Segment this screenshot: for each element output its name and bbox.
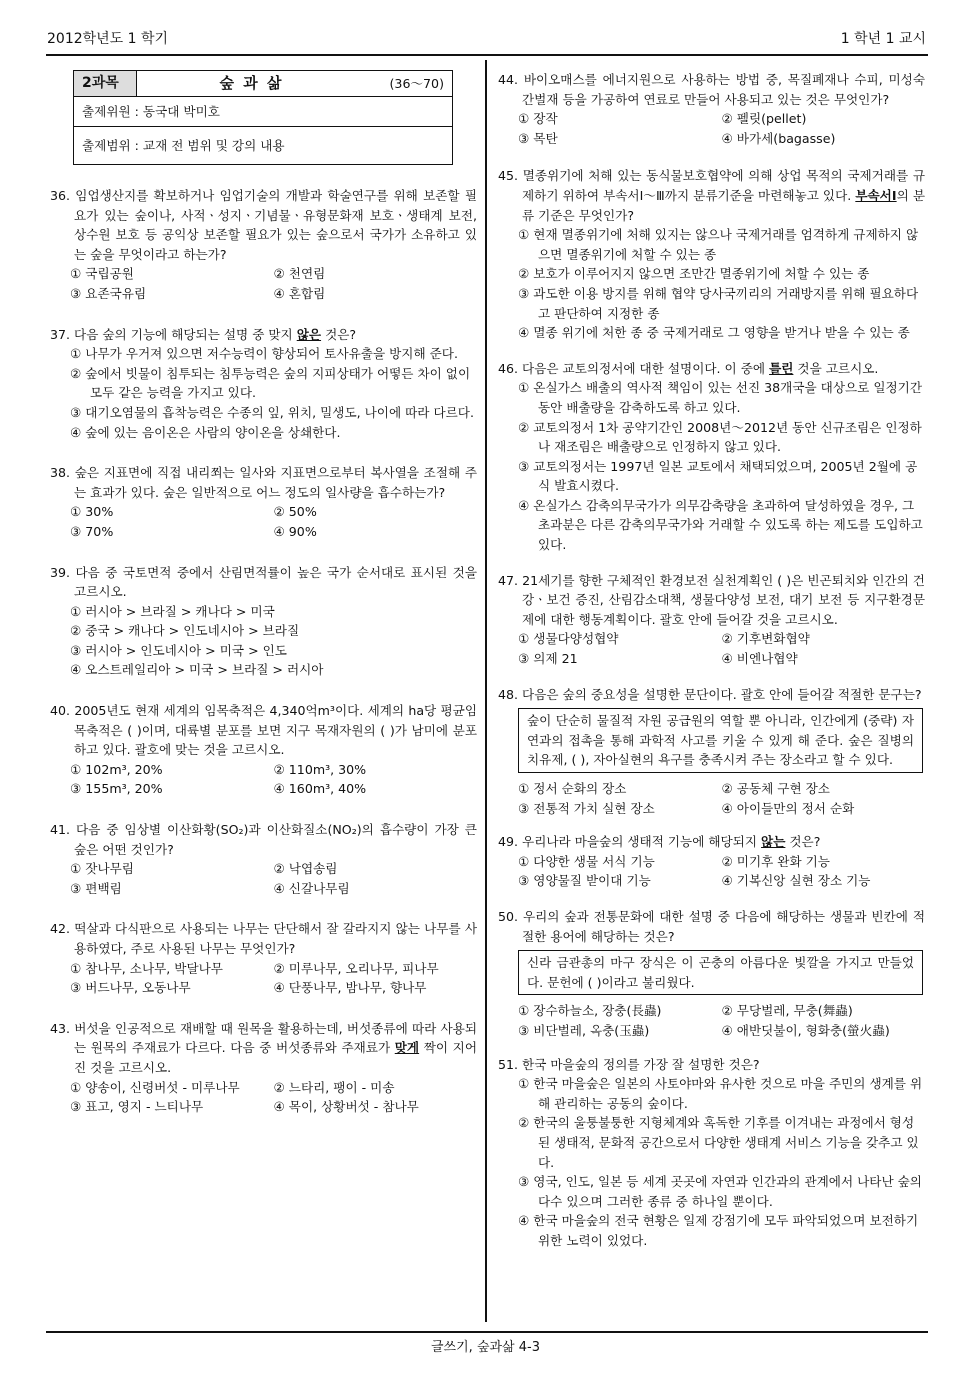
answer-option[interactable]: ① 나무가 우거져 있으면 저수능력이 향상되어 토사유출을 방지해 준다. (70, 346, 458, 362)
question-stem (498, 166, 925, 225)
question-number: 49. (498, 834, 519, 850)
question-50 (498, 907, 925, 1041)
column-divider (485, 60, 487, 1322)
answer-option[interactable]: ② 미기후 완화 기능 (721, 853, 830, 869)
question-stem (498, 571, 925, 630)
answer-option[interactable]: ③ 비단벌레, 옥충(玉蟲) (518, 1022, 650, 1038)
question-text: 우리의 숲과 전통문화에 대한 설명 중 다음에 해당하는 생물과 빈칸에 적절한 용어에 해당하는 것은? (522, 908, 925, 944)
question-text: 것은? (785, 834, 821, 850)
answer-option[interactable]: ② 기후변화협약 (721, 631, 810, 647)
answer-option[interactable]: ④ 기복신앙 실현 장소 기능 (721, 873, 871, 889)
question-number: 41. (50, 822, 71, 838)
header-right: 1 학년 1 교시 (840, 31, 926, 47)
question-38 (50, 463, 477, 541)
answer-option[interactable]: ① 다양한 생물 서식 기능 (518, 853, 655, 869)
question-number: 39. (50, 564, 71, 580)
question-text: 다음 중 임상별 이산화황(SO₂)과 이산화질소(NO₂)의 흡수량이 가장 큰 숲은 어떤 것인가? (74, 822, 477, 857)
answer-option[interactable]: ④ 바가세(bagasse) (721, 130, 836, 146)
question-number: 37. (50, 326, 71, 342)
answer-option[interactable]: ② 한국의 울퉁불퉁한 지형체계와 혹독한 기후를 이겨내는 과정에서 형성된 생태적, 문화적 공간으로서 다양한 생태계 서비스 기능을 갖추고 있다. (518, 1115, 919, 1170)
answer-option[interactable]: ④ 온실가스 감축의무국가가 의무감축량을 초과하여 달성하였을 경우, 그 초과분은 다른 감축의무국가와 거래할 수 있도록 하는 제도를 도입하고 있다. (518, 497, 923, 553)
answer-option[interactable]: ② 50% (273, 504, 317, 520)
question-emphasis: 맞게 (394, 1040, 420, 1056)
question-stem (50, 820, 477, 859)
question-text: 다음은 숲의 중요성을 설명한 문단이다. 괄호 안에 들어갈 적절한 문구는? (522, 686, 922, 702)
question-text: 한국 마을숲의 정의를 가장 잘 설명한 것은? (522, 1056, 760, 1072)
answer-option[interactable]: ① 참나무, 소나무, 박달나무 (70, 960, 223, 976)
question-40 (50, 701, 477, 799)
question-stem (498, 70, 925, 109)
answer-option[interactable]: ① 한국 마을숲은 일본의 사토야마와 유사한 것으로 마을 주민의 생계를 위해 관리하는 공동의 숲이다. (518, 1076, 923, 1111)
subject-info-box (73, 70, 453, 165)
answer-option[interactable]: ① 현재 멸종위기에 처해 있지는 않으나 국제거래를 엄격하게 규제하지 않으면 멸종위기에 처할 수 있는 종 (518, 227, 919, 262)
answer-option[interactable]: ③ 목탄 (518, 130, 558, 146)
answer-option[interactable]: ② 미루나무, 오리나무, 피나무 (273, 960, 439, 976)
answer-option[interactable]: ① 정서 순화의 장소 (518, 781, 627, 796)
question-emphasis: 않는 (761, 834, 786, 850)
right-column (498, 70, 925, 1250)
question-stem (498, 832, 925, 852)
question-39 (50, 563, 477, 681)
answer-option[interactable]: ④ 멸종 위기에 처한 종 중 국제거래로 그 영향을 받거나 받을 수 있는 종 (518, 325, 910, 341)
question-number: 48. (498, 686, 519, 702)
question-emphasis: 부속서Ⅰ (855, 187, 897, 203)
question-text: 것을 고르시오. (793, 360, 879, 376)
question-text: 버섯을 인공적으로 재배할 때 원목을 활용하는데, 버섯종류에 따라 사용되는 원목의 주재료가 다르다. 다음 중 버섯종류와 주재료가 (74, 1020, 477, 1056)
footer-rule (46, 1331, 928, 1333)
answer-option[interactable]: ① 생물다양성협약 (518, 631, 619, 647)
answer-option[interactable]: ④ 목이, 상황버섯 - 참나무 (273, 1099, 419, 1115)
answer-option[interactable]: ② 중국 > 캐나다 > 인도네시아 > 브라질 (70, 623, 300, 639)
question-number: 47. (498, 572, 519, 588)
question-51 (498, 1055, 925, 1251)
answer-option[interactable]: ① 국립공원 (70, 266, 134, 282)
subject-tag: 2과목 (74, 71, 137, 97)
question-text: 우리나라 마을숲의 생태적 기능에 해당되지 (522, 834, 762, 850)
question-emphasis: 않은 (296, 326, 322, 342)
question-46 (498, 359, 925, 555)
question-stem (498, 1055, 925, 1075)
answer-option[interactable]: ④ 신갈나무림 (273, 880, 350, 896)
answer-option[interactable]: ④ 160m³, 40% (273, 781, 367, 797)
answer-option[interactable]: ④ 오스트레일리아 > 미국 > 브라질 > 러시아 (70, 662, 324, 678)
question-text: 다음은 교토의정서에 대한 설명이다. 이 중에 (522, 360, 770, 376)
answer-option[interactable]: ③ 70% (70, 523, 114, 539)
question-41 (50, 820, 477, 898)
answer-option[interactable]: ④ 애반딧불이, 형화충(螢火蟲) (721, 1022, 890, 1038)
answer-option[interactable]: ③ 영양물질 받이대 기능 (518, 873, 651, 889)
answer-option[interactable]: ① 장작 (518, 111, 558, 127)
question-44 (498, 70, 925, 148)
question-number: 50. (498, 908, 519, 924)
question-43 (50, 1019, 477, 1117)
question-37 (50, 325, 477, 443)
answer-option[interactable]: ④ 한국 마을숲의 전국 현황은 일제 강점기에 모두 파악되었으며 보전하기 위한 노력이 있었다. (518, 1213, 919, 1248)
question-text: 다음 중 국토면적 중에서 산림면적률이 높은 국가 순서대로 표시된 것을 고르시오. (74, 564, 477, 600)
answer-option[interactable]: ④ 혼합림 (273, 285, 326, 301)
answer-option[interactable]: ① 러시아 > 브라질 > 캐나다 > 미국 (70, 603, 275, 619)
question-text: 21세기를 향한 구체적인 환경보전 실천계획인 ( )은 빈곤퇴치와 인간의 건강ㆍ보건 증진, 산림감소대책, 생물다양성 보전, 대기 보전 등 지구환경문제에 대한 행동계획이다. 괄호 안에 들어갈 것을 고르시오. (522, 572, 925, 627)
question-text: 떡살과 다식판으로 사용되는 나무는 단단해서 잘 갈라지지 않는 나무를 사용하였다, 주로 사용된 나무는 무엇인가? (74, 921, 477, 956)
answer-option[interactable]: ③ 의제 21 (518, 651, 578, 667)
answer-option[interactable]: ③ 대기오염물의 흡착능력은 수종의 잎, 위치, 밀생도, 나이에 따라 다르다. (70, 404, 474, 420)
answer-option[interactable]: ④ 단풍나무, 밤나무, 향나무 (273, 980, 427, 996)
question-emphasis: 틀린 (769, 360, 794, 376)
answer-option[interactable]: ③ 러시아 > 인도네시아 > 미국 > 인도 (70, 642, 287, 658)
question-stem (498, 907, 925, 946)
question-number: 46. (498, 360, 519, 376)
answer-option[interactable]: ① 온실가스 배출의 역사적 책임이 있는 선진 38개국을 대상으로 일정기간 동안 배출량을 감축하도록 하고 있다. (518, 380, 922, 415)
answer-option[interactable]: ② 느타리, 팽이 - 미송 (273, 1079, 395, 1095)
question-number: 45. (498, 168, 519, 184)
page-footer: 글쓰기, 숲과삶 4-3 (431, 1340, 540, 1355)
answer-option[interactable]: ② 교토의정서 1차 공약기간인 2008년～2012년 동안 신규조림은 인정하나 재조림은 배출량으로 인정하지 않고 있다. (518, 419, 922, 455)
answer-option[interactable]: ② 숲에서 빗물이 침투되는 침투능력은 숲의 지피상태가 어떻든 차이 없이 모두 같은 능력을 가지고 있다. (70, 365, 471, 401)
answer-option[interactable]: ③ 155m³, 20% (70, 781, 163, 797)
scope-line: 출제범위 : 교재 전 범위 및 강의 내용 (74, 127, 453, 165)
answer-option[interactable]: ① 장수하늘소, 장충(長蟲) (518, 1003, 662, 1019)
answer-option[interactable]: ① 양송이, 신령버섯 - 미루나무 (70, 1079, 240, 1095)
answer-option[interactable]: ③ 표고, 영지 - 느티나무 (70, 1099, 204, 1115)
question-number: 43. (50, 1020, 71, 1036)
subject-range: (36～70) (366, 71, 453, 97)
subject-title: 숲 과 삶 (137, 71, 367, 97)
author-line: 출제위원 : 동국대 박미호 (74, 97, 453, 127)
answer-option[interactable]: ③ 전통적 가치 실현 장소 (518, 800, 655, 816)
question-36 (50, 186, 477, 304)
answer-option[interactable]: ④ 비엔나협약 (721, 651, 798, 667)
question-stem (50, 563, 477, 602)
answer-option[interactable]: ③ 과도한 이용 방지를 위해 협약 당사국끼리의 거래방지를 위해 필요하다고 판단하여 지정한 종 (518, 285, 919, 321)
answer-option[interactable]: ② 무당벌레, 무충(舞蟲) (721, 1003, 853, 1019)
answer-option[interactable]: ② 110m³, 30% (273, 761, 367, 777)
question-text: 숲은 지표면에 직접 내리쬐는 일사와 지표면으로부터 복사열을 조절해 주는 효과가 있다. 숲은 일반적으로 어느 정도의 일사량을 흡수하는가? (74, 465, 477, 500)
question-stem (50, 463, 477, 502)
question-stem (498, 359, 925, 379)
answer-option[interactable]: ① 102m³, 20% (70, 761, 163, 777)
question-number: 42. (50, 921, 71, 937)
question-text: 2005년도 현재 세계의 임목축적은 4,340억m³이다. 세계의 ha당 평균임목축적은 ( )이며, 대륙별 분포를 보면 지구 목재자원의 ( )가 남미에 분포하고 있다. 괄호에 맞는 것을 고르시오. (74, 703, 477, 758)
header-rule (46, 54, 928, 56)
question-text: 임업생산지를 확보하거나 임업기술의 개발과 학술연구를 위해 보존할 필요가 있는 숲이나, 사적ㆍ성지ㆍ기념물ㆍ유형문화재 보호ㆍ생태계 보전, 상수원 보호 등 공익상 보존할 필요가 있는 숲으로서 국가가 소유하고 있는 숲을 무엇이라고 하는가? (74, 188, 477, 262)
answer-option[interactable]: ③ 버드나무, 오동나무 (70, 980, 191, 996)
question-number: 44. (498, 72, 519, 87)
answer-option[interactable]: ② 펠릿(pellet) (721, 111, 807, 127)
answer-option[interactable]: ④ 숲에 있는 음이온은 사람의 양이온을 상쇄한다. (70, 424, 341, 440)
question-text: 바이오매스를 에너지원으로 사용하는 방법 중, 목질폐재나 수피, 미성숙 간벌재 등을 가공하여 연료로 만들어 사용되고 있는 것은 무엇인가? (522, 72, 925, 107)
answer-option[interactable]: ② 낙엽송림 (273, 861, 338, 877)
question-stem (50, 186, 477, 264)
question-text: 짝이 지어진 것을 고르시오. (74, 1040, 477, 1075)
question-47 (498, 571, 925, 669)
answer-option[interactable]: ③ 요존국유림 (70, 285, 147, 301)
question-stem (50, 325, 477, 345)
question-number: 36. (50, 188, 71, 203)
question-number: 40. (50, 703, 71, 719)
question-stem (50, 919, 477, 958)
question-stem (50, 701, 477, 760)
left-column (50, 186, 477, 1117)
question-48 (498, 685, 925, 819)
answer-option[interactable]: ④ 90% (273, 523, 317, 539)
answer-option[interactable]: ③ 교토의정서는 1997년 일본 교토에서 채택되었으며, 2005년 2월에 공식 발효시켰다. (518, 458, 918, 494)
answer-option[interactable]: ② 공동체 구현 장소 (721, 781, 830, 796)
answer-option[interactable]: ③ 편백림 (70, 880, 122, 896)
question-text: 멸종위기에 처해 있는 동식물보호협약에 의해 상업 목적의 국제거래를 규제하기 위하여 부속서Ⅰ～Ⅲ까지 분류기준을 마련해놓고 있다. (522, 168, 925, 203)
answer-option[interactable]: ② 천연림 (273, 266, 326, 282)
answer-option[interactable]: ① 잣나무림 (70, 861, 134, 877)
question-text: 의 분류 기준은 무엇인가? (522, 187, 925, 223)
answer-option[interactable]: ③ 영국, 인도, 일본 등 세계 곳곳에 자연과 인간과의 관계에서 나타난 숲의 다수 있으며 그러한 종류 중 하나일 뿐이다. (518, 1174, 922, 1209)
answer-option[interactable]: ④ 아이들만의 정서 순화 (721, 800, 855, 816)
question-number: 51. (498, 1056, 519, 1072)
question-49 (498, 832, 925, 891)
question-42 (50, 919, 477, 997)
question-text: 다음 숲의 기능에 해당되는 설명 중 맞지 (74, 326, 297, 342)
question-text: 것은? (321, 326, 357, 342)
answer-option[interactable]: ① 30% (70, 504, 114, 520)
passage-box: 숲이 단순히 물질적 자원 공급원의 역할 뿐 아니라, 인간에게 (중략) 자연과의 접촉을 통해 과학적 사고를 키울 수 있게 해 준다. 숲은 질병의 치유제, ( ), 자아실현의 욕구를 충족시켜 주는 장소라고 할 수 있다. (518, 708, 923, 773)
answer-option[interactable]: ② 보호가 이루어지지 않으면 조만간 멸종위기에 처할 수 있는 종 (518, 266, 870, 282)
question-stem (498, 685, 925, 705)
passage-box: 신라 금관총의 마구 장식은 이 곤충의 아름다운 빛깔을 가지고 만들었다. 문헌에 ( )이라고 불리웠다. (518, 950, 923, 995)
question-45 (498, 166, 925, 342)
question-number: 38. (50, 465, 71, 481)
question-stem (50, 1019, 477, 1078)
header-left: 2012학년도 1 학기 (47, 31, 169, 47)
